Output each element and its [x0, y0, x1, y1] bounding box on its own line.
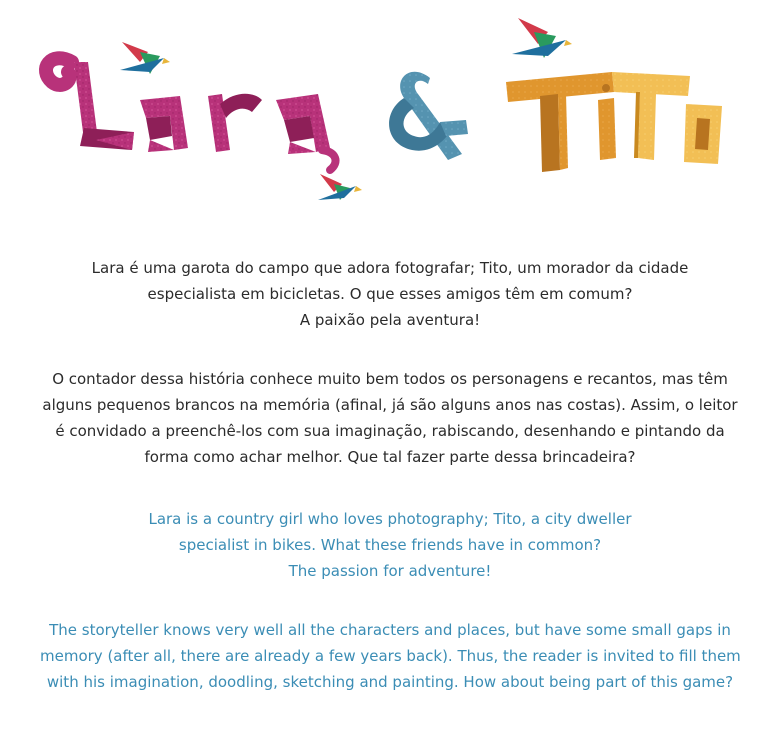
text-line: é convidado a preenchê-los com sua imaginação, rabiscando, desenhando e pintando da	[55, 422, 725, 440]
text-line: forma como achar melhor. Que tal fazer parte dessa brincadeira?	[144, 448, 636, 466]
pt-paragraph-1	[40, 255, 740, 333]
lara-letter-l	[46, 58, 134, 150]
pt-paragraph-2	[40, 366, 740, 470]
text-line: especialista em bicicletas. O que esses amigos têm em comum?	[147, 285, 633, 303]
tito-letter-t2	[612, 72, 690, 160]
lara-letter-a2	[276, 94, 336, 170]
origami-bird-icon	[318, 174, 362, 200]
origami-bird-icon	[120, 42, 170, 74]
text-line: Lara é uma garota do campo que adora fotografar; Tito, um morador da cidade	[91, 259, 689, 277]
lara-letter-r	[208, 94, 262, 152]
origami-bird-icon	[512, 18, 572, 58]
text-line: A paixão pela aventura!	[299, 311, 481, 329]
en-paragraph-1	[40, 506, 740, 584]
text-line: alguns pequenos brancos na memória (afinal, já são alguns anos nas costas). Assim, o leitor	[42, 396, 738, 414]
text-line: O contador dessa história conhece muito bem todos os personagens e recantos, mas têm	[52, 370, 728, 388]
lara-letter-a1	[140, 96, 188, 152]
text-line: The storyteller knows very well all the characters and places, but have some small gaps in	[49, 621, 731, 639]
text-line: with his imagination, doodling, sketching and painting. How about being part of this game?	[46, 673, 734, 691]
tito-letter-o	[684, 104, 722, 164]
ampersand-glyph	[389, 72, 468, 160]
tito-letter-i	[598, 84, 616, 160]
text-line: memory (after all, there are already a few years back). Thus, the reader is invited to fill them	[40, 647, 741, 665]
tito-letter-t1	[506, 72, 614, 172]
en-paragraph-2	[40, 617, 740, 695]
text-line: Lara is a country girl who loves photography; Tito, a city dweller	[148, 510, 632, 528]
title-logo	[0, 0, 780, 220]
text-line: specialist in bikes. What these friends have in common?	[178, 536, 602, 554]
text-line: The passion for adventure!	[288, 562, 492, 580]
